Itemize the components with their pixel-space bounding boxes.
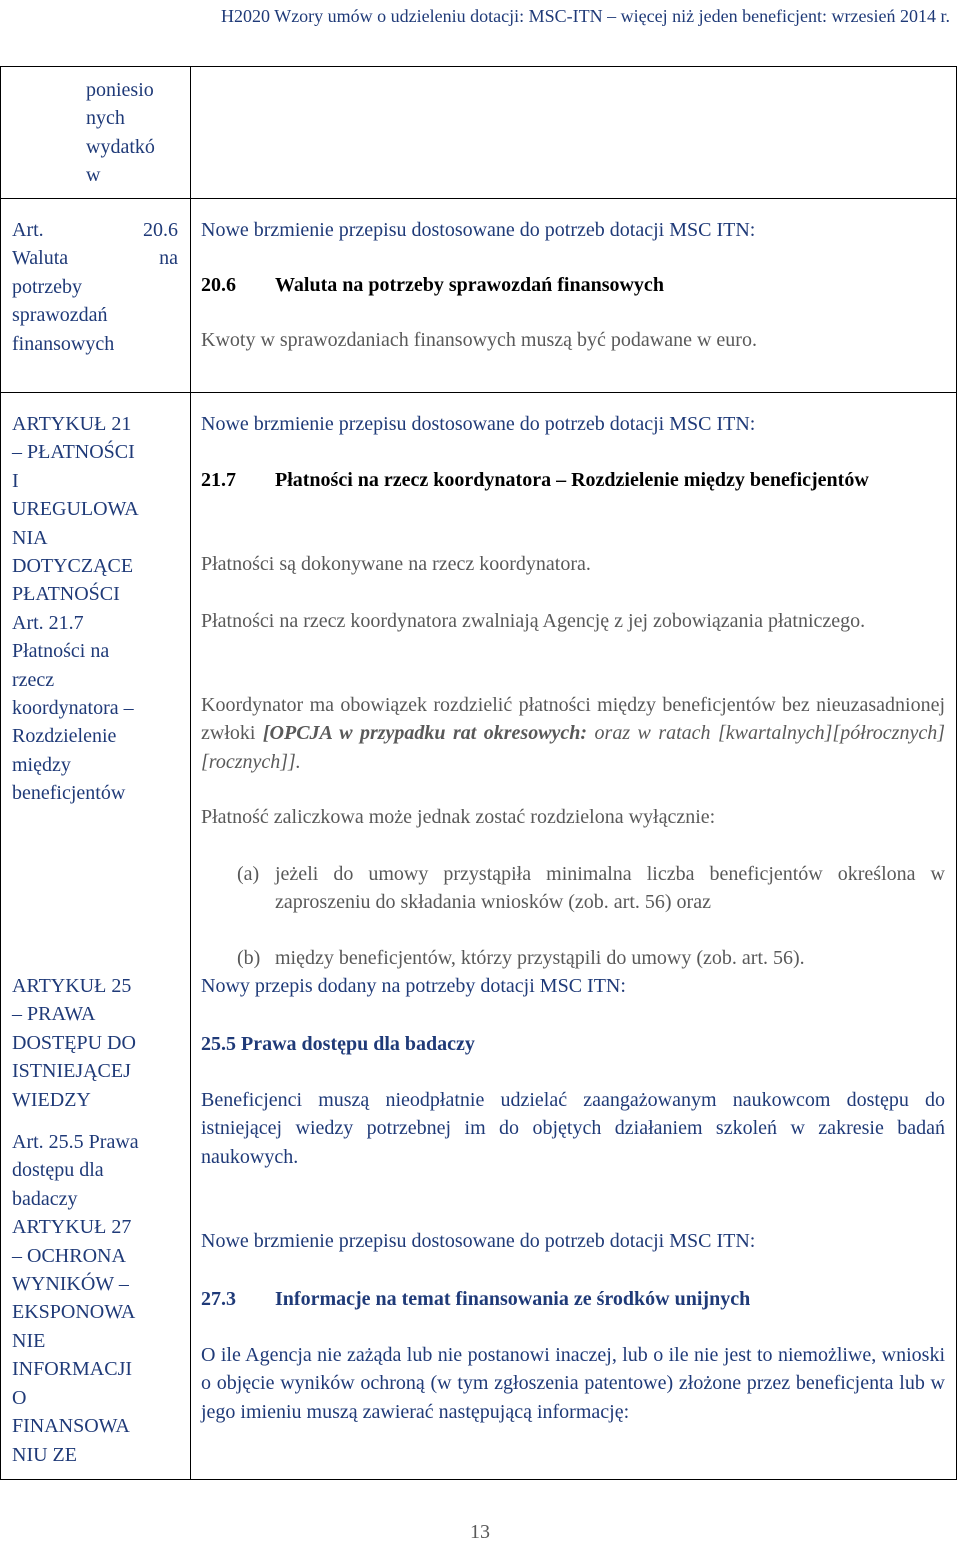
left-article-27-heading: ARTYKUŁ 27 – OCHRONA WYNIKÓW – EKSPONOWA NIE INFORMACJI O FINANSOWA NIU ZE — [12, 1216, 136, 1466]
left-cell-continuation: poniesio nych wydatkó w — [86, 79, 155, 187]
s2-paragraph-1: Płatności są dokonywane na rzecz koordynatora. — [201, 553, 591, 575]
s1-heading — [201, 271, 945, 299]
s2-number: 21.7 — [201, 469, 236, 491]
left-cell-article-25 — [12, 972, 178, 1469]
s2-note: Nowe brzmienie przepisu dostosowane do potrzeb dotacji MSC ITN: — [201, 413, 756, 435]
s3-note: Nowy przepis dodany na potrzeby dotacji MSC ITN: — [201, 975, 626, 997]
s4-heading — [201, 1285, 945, 1313]
s2-list-label-b: (b) — [237, 947, 261, 969]
s4-number: 27.3 — [201, 1288, 236, 1310]
s2-title: Płatności na rzecz koordynatora – Rozdzielenie między beneficjentów — [275, 469, 869, 491]
row-divider-1 — [0, 198, 957, 199]
left-art-20-6-text: Art. 20.6 Waluta na potrzeby sprawozdań finansowych — [12, 219, 178, 355]
s1-title: Waluta na potrzeby sprawozdań finansowych — [275, 274, 664, 296]
s2-list-label-a: (a) — [237, 863, 260, 885]
left-cell-article-21 — [12, 410, 178, 808]
left-article-21-heading: ARTYKUŁ 21 – PŁATNOŚCI I UREGULOWA NIA DOTYCZĄCE PŁATNOŚCI — [12, 413, 139, 606]
left-article-25-heading: ARTYKUŁ 25 – PRAWA DOSTĘPU DO ISTNIEJĄCEJ WIEDZY — [12, 975, 136, 1111]
row-divider-2 — [0, 392, 957, 393]
left-art-21-7-text: Art. 21.7 Płatności na rzecz koordynatora – Rozdzielenie między beneficjentów — [12, 611, 134, 805]
s2-paragraph-3-text: Koordynator ma obowiązek rozdzielić płatności między beneficjentów bez nieuzasadnionej zwłoki — [201, 694, 945, 745]
s4-note: Nowe brzmienie przepisu dostosowane do potrzeb dotacji MSC ITN: — [201, 1230, 756, 1252]
s2-heading — [201, 466, 945, 494]
s4-paragraph: O ile Agencja nie zażąda lub nie postanowi inaczej, lub o ile nie jest to niemożliwe, wnioski o objęcie wyników ochroną (w tym zgłoszenia patentowe) złożone przez beneficjenta lub w jego imieniu muszą zawierać następującą informację: — [201, 1344, 945, 1423]
running-header: H2020 Wzory umów o udzieleniu dotacji: MSC-ITN – więcej niż jeden beneficjent: wrzesień 2014 r. — [221, 6, 950, 26]
s1-number: 20.6 — [201, 274, 236, 296]
s3-paragraph: Beneficjenci muszą nieodpłatnie udzielać zaangażowanym naukowcom dostępu do istniejącej wiedzy potrzebnej im do objętych działaniem szkoleń w zakresie badań naukowych. — [201, 1089, 945, 1168]
s2-list-text-b: między beneficjentów, którzy przystąpili do umowy (zob. art. 56). — [275, 947, 805, 969]
s2-list-item-a — [237, 860, 945, 917]
s2-option-label: [OPCJA w przypadku rat okresowych: — [262, 722, 588, 745]
s1-paragraph: Kwoty w sprawozdaniach finansowych muszą być podawane w euro. — [201, 329, 757, 351]
s3-heading: 25.5 Prawa dostępu dla badaczy — [201, 1033, 475, 1055]
s2-list-item-b — [237, 944, 945, 972]
s2-paragraph-3 — [201, 691, 945, 776]
column-divider — [190, 66, 191, 1480]
s2-option-text: oraz w ratach [kwartalnych][półrocznych][rocznych]]. — [201, 722, 946, 773]
s1-note: Nowe brzmienie przepisu dostosowane do potrzeb dotacji MSC ITN: — [201, 219, 756, 241]
s2-list-text-a: jeżeli do umowy przystąpiła minimalna liczba beneficjentów określona w zaproszeniu do składania wniosków (zob. art. 56) oraz — [275, 863, 945, 914]
left-cell-art-20-6 — [12, 216, 178, 358]
s2-paragraph-2: Płatności na rzecz koordynatora zwalniają Agencję z jej zobowiązania płatniczego. — [201, 610, 866, 632]
s2-paragraph-4: Płatność zaliczkowa może jednak zostać rozdzielona wyłącznie: — [201, 806, 716, 828]
page-number: 13 — [470, 1521, 490, 1543]
left-art-25-5-text: Art. 25.5 Prawa dostępu dla badaczy — [12, 1131, 139, 1210]
s4-title: Informacje na temat finansowania ze środków unijnych — [275, 1288, 751, 1310]
